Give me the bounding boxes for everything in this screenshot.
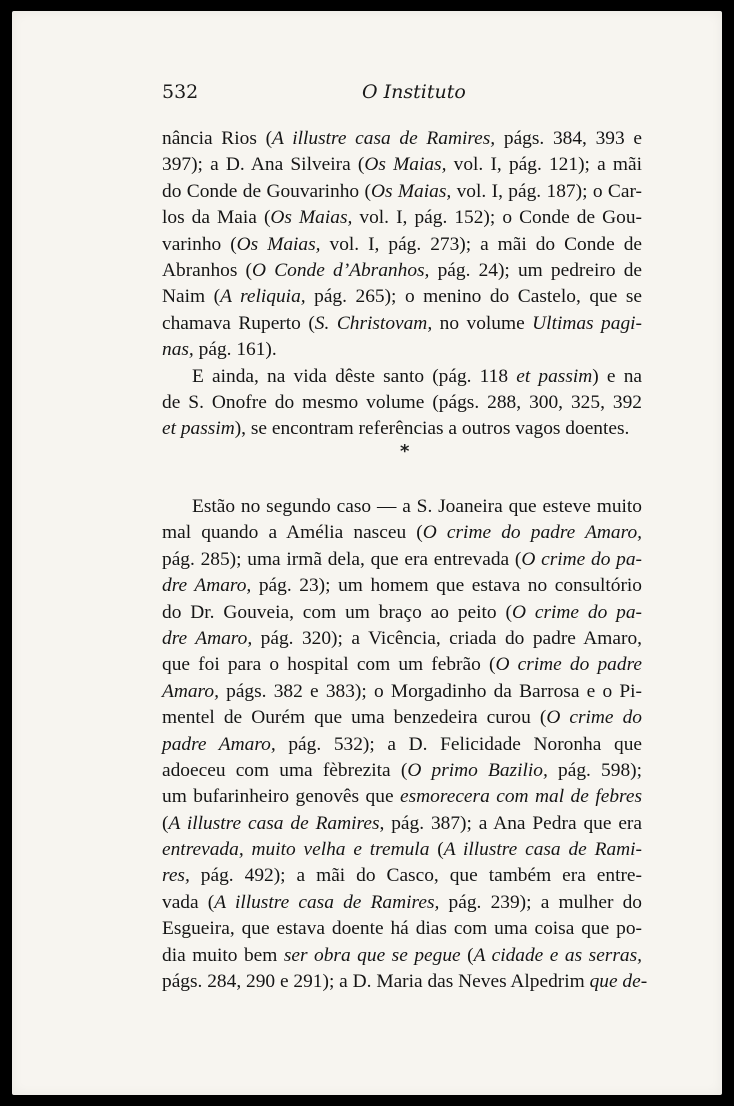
text-line: dia muito bem ser obra que se pegue (A cidade e as serras, [162, 944, 642, 966]
italic-text: padre Amaro, [162, 733, 276, 755]
italic-text: ser obra que se pegue [283, 944, 461, 966]
italic-text: A cidade e as serras, [473, 944, 642, 966]
italic-text: Os Maias, [236, 233, 321, 255]
paragraph-block-1 [162, 126, 642, 443]
italic-text: A illustre casa de Rami- [443, 839, 642, 861]
text-line: Naim (A reliquia, pág. 265); o menino do Castelo, que se [162, 286, 642, 308]
italic-text: O Conde d’Abranhos, [252, 259, 430, 281]
italic-text: dre Amaro, [162, 627, 253, 649]
text-line: que foi para o hospital com um febrão (O crime do padre [162, 654, 643, 676]
italic-text: Amaro, [162, 680, 219, 702]
italic-text: dre Amaro, [162, 575, 252, 597]
text-line: 397); a D. Ana Silveira (Os Maias, vol. I, pág. 121); a mãi [162, 154, 642, 176]
italic-text: esmorecera com mal de febres [400, 786, 642, 808]
text-line: varinho (Os Maias, vol. I, pág. 273); a mãi do Conde de [162, 233, 642, 255]
italic-text: Os Maias, [364, 154, 447, 176]
text-line: Estão no segundo caso — a S. Joaneira que esteve muito [192, 496, 642, 517]
italic-text: O crime do padre [495, 654, 643, 676]
text-line: págs. 284, 290 e 291); a D. Maria das Neves Alpedrim que de- [162, 971, 648, 993]
italic-text: O crime do [546, 707, 642, 729]
text-line: vada (A illustre casa de Ramires, pág. 239); a mulher do [162, 891, 643, 913]
italic-text: O crime do padre Amaro, [422, 522, 642, 544]
text-line: Abranhos (O Conde d’Abranhos, pág. 24); um pedreiro de [162, 259, 642, 281]
text-line: nas, pág. 161). [162, 339, 277, 361]
section-separator: * [400, 441, 410, 462]
text-line: de S. Onofre do mesmo volume (págs. 288, 300, 325, 392 [162, 391, 642, 413]
italic-text: A illustre casa de Ramires, [272, 128, 496, 149]
italic-text: O crime do pa- [521, 548, 642, 570]
book-page [12, 11, 722, 1095]
text-line: E ainda, na vida dêste santo (pág. 118 et passim) e na [192, 365, 643, 387]
text-line: los da Maia (Os Maias, vol. I, pág. 152); o Conde de Gou- [162, 207, 642, 229]
italic-text: entrevada, muito velha e tremula [162, 839, 430, 861]
italic-text: O crime do pa- [511, 601, 643, 623]
text-line: Amaro, págs. 382 e 383); o Morgadinho da Barrosa e o Pi- [162, 680, 642, 702]
running-title: O Instituto [362, 81, 466, 103]
italic-text: que de- [589, 971, 648, 993]
italic-text: Os Maias, [370, 180, 452, 202]
text-line: do Dr. Gouveia, com um braço ao peito (O crime do pa- [162, 601, 643, 623]
paragraph-block-2 [162, 494, 648, 995]
italic-text: A illustre casa de Ramires, [214, 891, 440, 913]
text-line: (A illustre casa de Ramires, pág. 387); a Ana Pedra que era [162, 812, 642, 834]
italic-text: nas, [162, 339, 194, 361]
text-line: dre Amaro, pág. 320); a Vicência, criada do padre Amaro, [162, 627, 642, 649]
text-line: dre Amaro, pág. 23); um homem que estava no consultório [162, 575, 643, 597]
text-line: do Conde de Gouvarinho (Os Maias, vol. I, pág. 187); o Car- [162, 180, 642, 202]
text-line: adoeceu com uma fèbrezita (O primo Bazilio, pág. 598); [162, 759, 642, 781]
page-number: 532 [162, 81, 199, 103]
italic-text: et passim [162, 418, 235, 440]
text-line: chamava Ruperto (S. Christovam, no volume Ultimas pagi- [162, 312, 642, 334]
text-line: mal quando a Amélia nasceu (O crime do padre Amaro, [162, 522, 642, 544]
text-line: mentel de Ourém que uma benzedeira curou (O crime do [162, 707, 642, 729]
italic-text: et passim [516, 365, 593, 387]
italic-text: Ultimas pagi- [532, 312, 642, 334]
italic-text: Os Maias, [270, 207, 353, 229]
italic-text: A reliquia, [220, 286, 306, 308]
text-line: Esgueira, que estava doente há dias com uma coisa que po- [162, 918, 642, 940]
text-line: padre Amaro, pág. 532); a D. Felicidade Noronha que [162, 733, 642, 755]
text-line: pág. 285); uma irmã dela, que era entrevada (O crime do pa- [162, 548, 642, 570]
italic-text: A illustre casa de Ramires [168, 812, 380, 834]
italic-text: S. Christovam, [314, 312, 433, 334]
italic-text: O primo Bazilio, [407, 759, 548, 781]
text-line: res, pág. 492); a mãi do Casco, que também era entre- [162, 865, 642, 887]
text-line: um bufarinheiro genovês que esmorecera com mal de febres [162, 786, 642, 808]
page-header [162, 81, 642, 111]
italic-text: res, [162, 865, 190, 887]
text-line: nância Rios (A illustre casa de Ramires, págs. 384, 393 e [162, 128, 642, 149]
text-line: entrevada, muito velha e tremula (A illustre casa de Rami- [162, 839, 642, 861]
text-line: et passim), se encontram referências a outros vagos doentes. [162, 418, 630, 440]
